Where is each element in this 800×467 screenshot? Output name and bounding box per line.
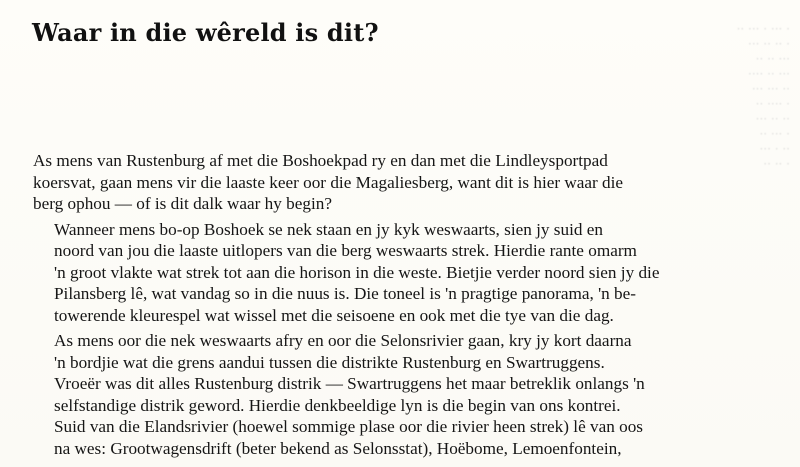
text-line: towerende kleurespel wat wissel met die seisoene en ook met die tye van die dag. [54,305,614,325]
paragraph-1 [33,150,775,215]
text-line: koersvat, gaan mens vir die laaste keer oor die Magaliesberg, want dit is hier waar die [33,172,624,192]
article-body [33,150,775,463]
text-line: selfstandige distrik geword. Hierdie denkbeeldige lyn is die begin van ons kontrei. [54,395,621,415]
text-line: As mens van Rustenburg af met die Boshoekpad ry en dan met die Lindleysportpad [33,151,608,170]
bleed-line: ·· ·· ··· [755,52,790,66]
bleed-line: ··· ·· ·· · [748,37,790,51]
text-line: 'n bordjie wat die grens aandui tussen die distrikte Rustenburg en Swartruggens. [54,352,605,372]
bleed-line: ·· ·· · [763,157,790,171]
text-line: na wes: Grootwagensdrift (beter bekend as Selonsstat), Hoëbome, Lemoenfontein, [54,438,622,458]
text-line: 'n groot vlakte wat strek tot aan die horison in die weste. Bietjie verder noord sien jy die [54,262,660,282]
text-line: Vroeër was dit alles Rustenburg distrik — Swartruggens het maar betreklik onlangs 'n [54,374,645,393]
text-line: noord van jou die laaste uitlopers van die berg weswaarts strek. Hierdie rante omarm [54,241,637,260]
bleed-line: ·· ··· · ··· · [736,22,790,36]
bleed-line: ·· ···· · [755,97,790,111]
bleed-line: ··· ··· ·· [751,82,790,96]
bleed-line: ··· ·· ·· [755,112,790,126]
text-line: Suid van die Elandsrivier (hoewel sommige plase oor die rivier heen strek) lê van oos [54,417,643,436]
text-line: Wanneer mens bo-op Boshoek se nek staan en jy kyk weswaarts, sien jy suid en [54,219,603,239]
bleed-line: ·· ··· · [759,127,790,141]
paragraph-2 [33,219,775,327]
text-line: berg ophou — of is dit dalk waar hy begin? [33,194,332,213]
page-title: Waar in die wêreld is dit? [32,18,379,47]
bleed-line: ··· · ·· [759,142,790,156]
text-line: As mens oor die nek weswaarts afry en oor die Selonsrivier gaan, kry jy kort daarna [54,331,632,350]
bleed-line: ···· ·· ··· [748,67,790,81]
text-line: Pilansberg lê, wat vandag so in die nuus is. Die toneel is 'n pragtige panorama, 'n be- [54,284,636,303]
paragraph-3 [33,330,775,459]
